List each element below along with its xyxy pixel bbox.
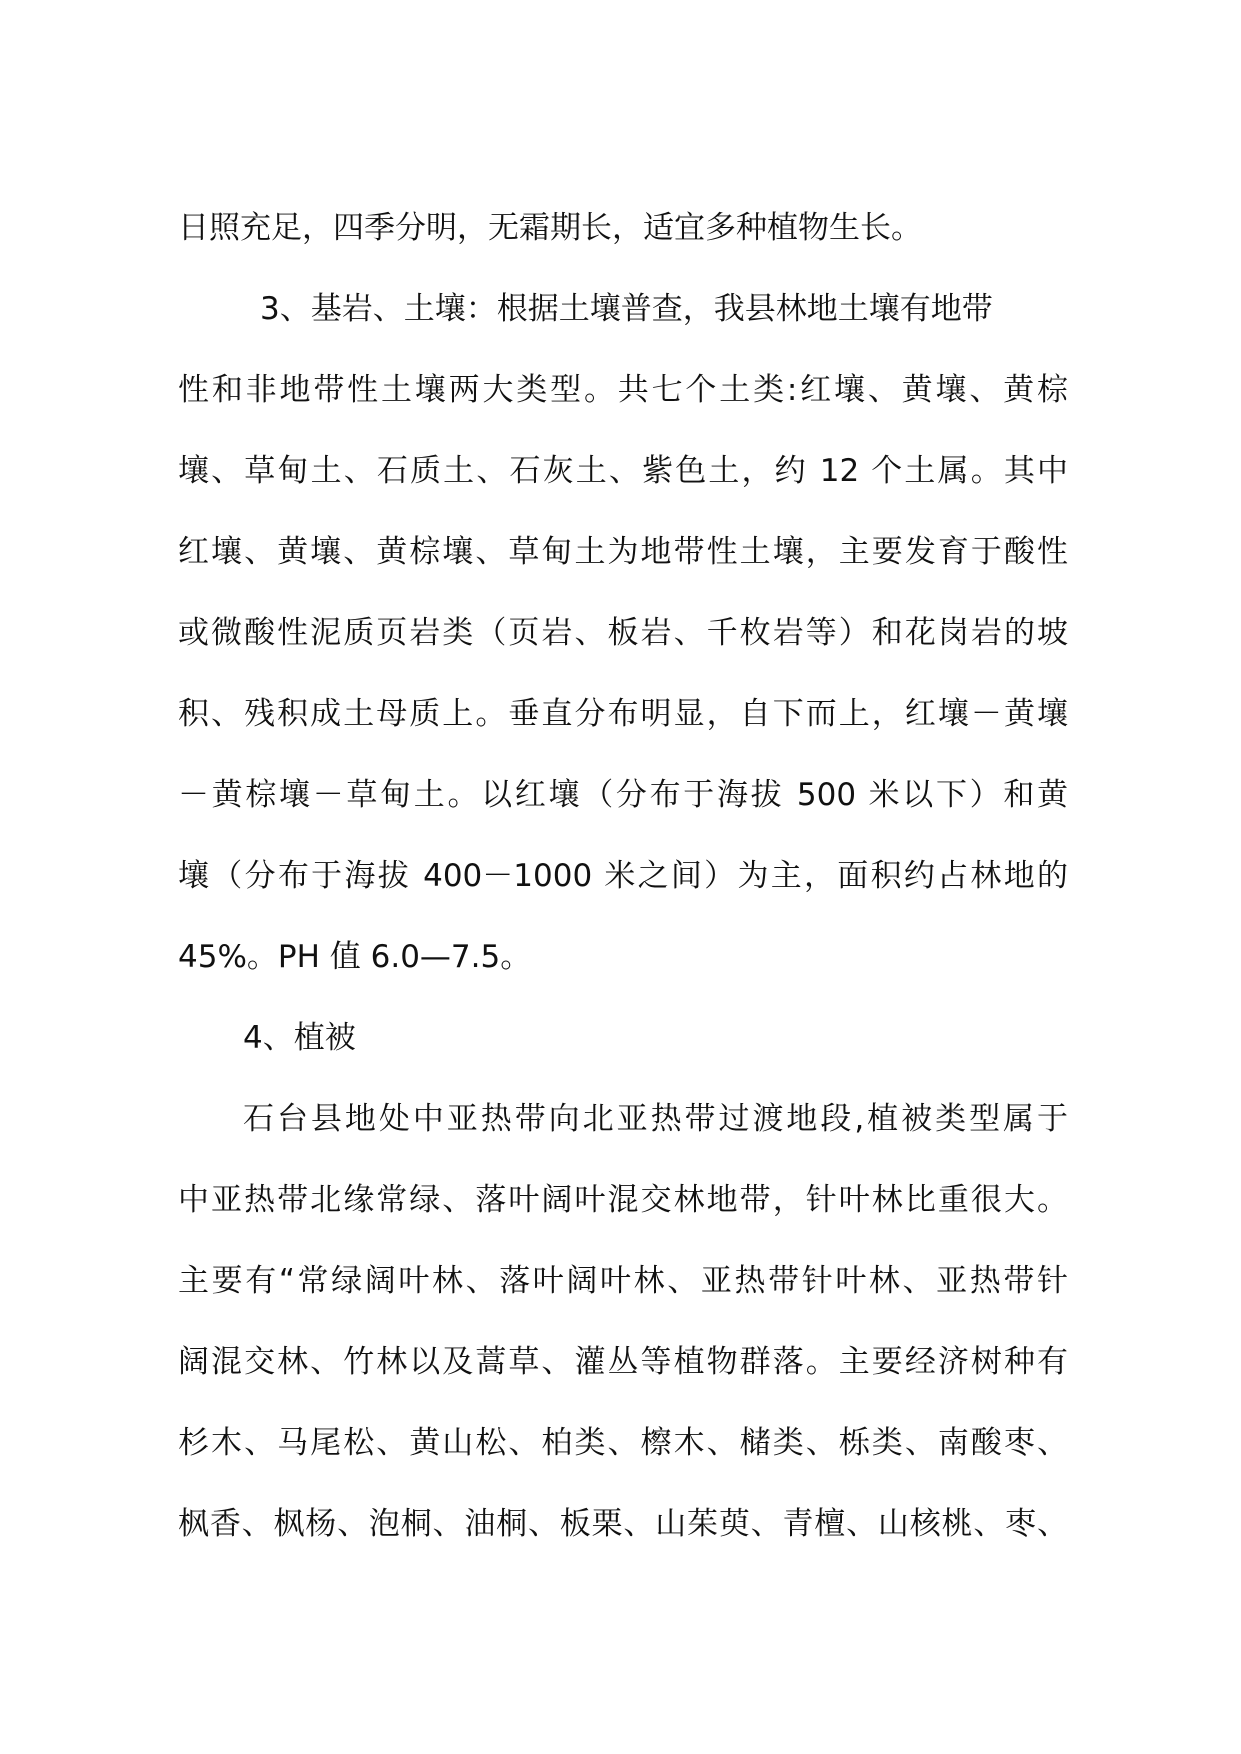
text-line: 或微酸性泥质页岩类（页岩、板岩、千枚岩等）和花岗岩的坡 — [178, 615, 1068, 651]
text-line: 壤、草甸土、石质土、石灰土、紫色土，约 12 个土属。其中 — [178, 453, 1068, 489]
section-heading-vegetation: 4、植被 — [243, 1020, 356, 1056]
text-line: 主要有“常绿阔叶林、落叶阔叶林、亚热带针叶林、亚热带针 — [178, 1263, 1068, 1299]
text-line: 枫香、枫杨、泡桐、油桐、板栗、山茱萸、青檀、山核桃、枣、 — [178, 1506, 1068, 1542]
text-line: 杉木、马尾松、黄山松、柏类、檫木、槠类、栎类、南酸枣、 — [178, 1425, 1068, 1461]
text-line: 壤（分布于海拔 400－1000 米之间）为主，面积约占林地的 — [178, 858, 1068, 894]
text-line: 阔混交林、竹林以及蒿草、灌丛等植物群落。主要经济树种有 — [178, 1344, 1068, 1380]
text-line: 石台县地处中亚热带向北亚热带过渡地段,植被类型属于 — [243, 1101, 1068, 1137]
text-line: 积、残积成土母质上。垂直分布明显，自下而上，红壤－黄壤 — [178, 696, 1068, 732]
text-line: 红壤、黄壤、黄棕壤、草甸土为地带性土壤，主要发育于酸性 — [178, 534, 1068, 570]
text-line: －黄棕壤－草甸土。以红壤（分布于海拔 500 米以下）和黄 — [178, 777, 1068, 813]
body-text — [178, 188, 1068, 1565]
text-line: 中亚热带北缘常绿、落叶阔叶混交林地带，针叶林比重很大。 — [178, 1182, 1068, 1218]
text-line: 性和非地带性土壤两大类型。共七个土类:红壤、黄壤、黄棕 — [178, 372, 1068, 408]
section-heading-soil: 3、基岩、土壤：根据土壤普查，我县林地土壤有地带 — [260, 291, 993, 327]
text-line: 45%。PH 值 6.0—7.5。 — [178, 939, 532, 975]
text-line: 日照充足，四季分明，无霜期长，适宜多种植物生长。 — [178, 210, 922, 246]
